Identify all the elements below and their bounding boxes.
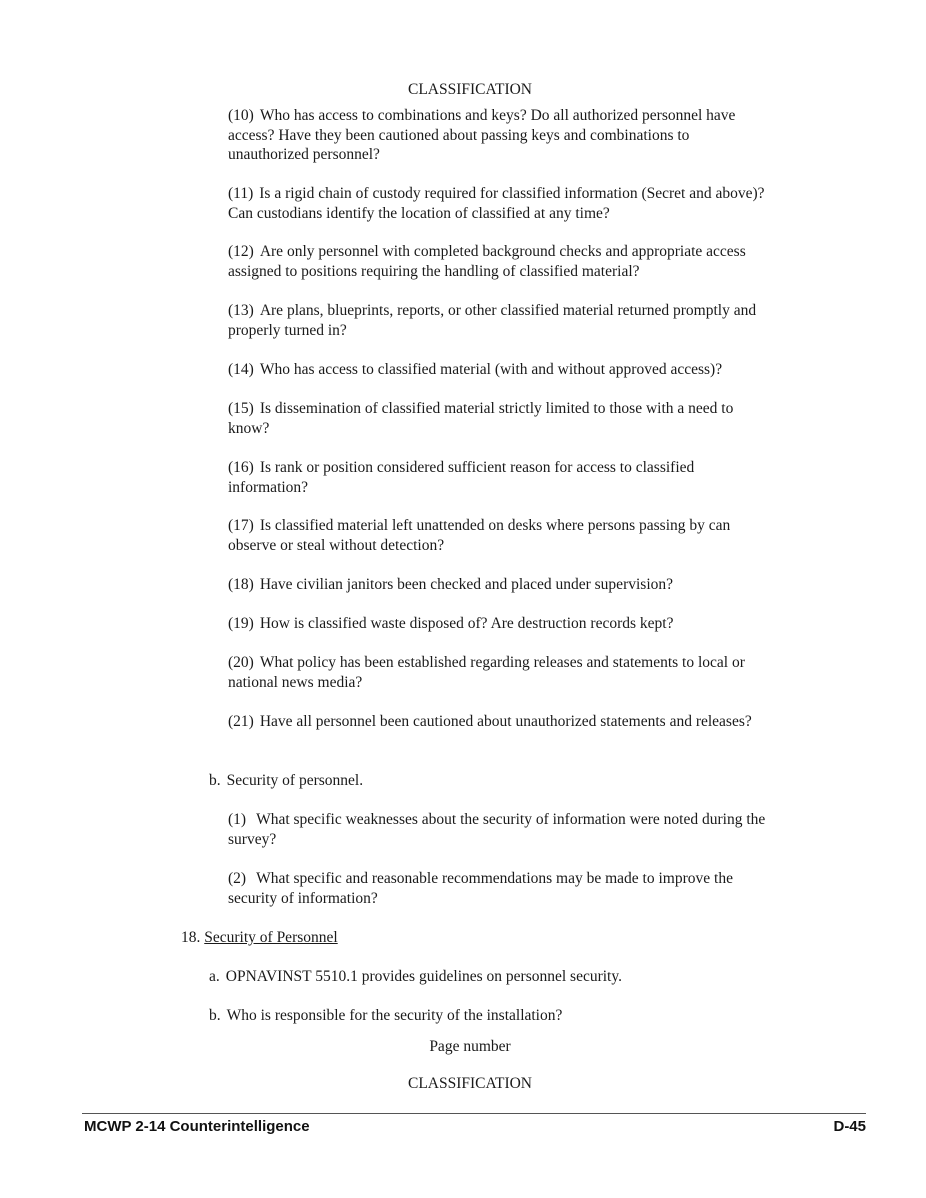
- question-number: (13): [228, 302, 254, 319]
- item-label: b.: [209, 1007, 221, 1024]
- item-text: Who is responsible for the security of the installation?: [226, 1007, 563, 1024]
- question-20: [228, 653, 768, 692]
- section-18-number: 18.: [181, 929, 201, 946]
- question-number: (21): [228, 713, 254, 730]
- question-text: Is dissemination of classified material strictly limited to those with a need to know?: [228, 400, 734, 437]
- question-number: (16): [228, 459, 254, 476]
- question-15: [228, 399, 768, 438]
- question-text: Have civilian janitors been checked and placed under supervision?: [259, 576, 673, 593]
- question-text: Are plans, blueprints, reports, or other classified material returned promptly and properly turned in?: [228, 302, 757, 339]
- item-text: What specific and reasonable recommendations may be made to improve the security of information?: [228, 870, 733, 907]
- footer-document-title: MCWP 2-14 Counterintelligence: [84, 1118, 310, 1135]
- question-text: Is classified material left unattended on desks where persons passing by can observe or steal without detection?: [228, 517, 731, 554]
- question-text: Are only personnel with completed background checks and appropriate access assigned to positions requiring the handling of classified material?: [228, 243, 746, 280]
- section-18-title: Security of Personnel: [204, 929, 338, 946]
- item-text: OPNAVINST 5510.1 provides guidelines on personnel security.: [225, 968, 622, 985]
- question-13: [228, 301, 768, 340]
- question-12: [228, 242, 768, 281]
- question-number: (12): [228, 243, 254, 260]
- question-19: [228, 614, 768, 634]
- header-classification: CLASSIFICATION: [407, 81, 532, 98]
- question-text: Who has access to combinations and keys? Do all authorized personnel have access? Have they been cautioned about passing keys and combinations to unauthorized personnel?: [228, 107, 736, 163]
- question-number: (20): [228, 654, 254, 671]
- question-number: (15): [228, 400, 254, 417]
- question-17: [228, 516, 768, 555]
- section-b-item-2: [228, 869, 768, 908]
- footer-page-id: D-45: [833, 1118, 866, 1135]
- question-number: (14): [228, 361, 254, 378]
- page-number-label: Page number: [429, 1038, 511, 1055]
- question-number: (19): [228, 615, 254, 632]
- section-b-heading: [209, 771, 769, 791]
- question-number: (17): [228, 517, 254, 534]
- section-b-label: b.: [209, 772, 221, 789]
- section-18-item-a: [209, 967, 769, 987]
- question-11: [228, 184, 768, 223]
- question-text: Is a rigid chain of custody required for classified information (Secret and above)? Can custodians identify the location of classified at any time?: [228, 185, 765, 222]
- question-10: [228, 106, 768, 165]
- question-number: (11): [228, 185, 254, 202]
- question-text: Is rank or position considered sufficient reason for access to classified information?: [228, 459, 695, 496]
- section-18-item-b: [209, 1006, 769, 1026]
- question-text: How is classified waste disposed of? Are destruction records kept?: [259, 615, 674, 632]
- question-16: [228, 458, 768, 497]
- bottom-classification: CLASSIFICATION: [407, 1075, 532, 1092]
- section-b-item-1: [228, 810, 768, 849]
- item-label: a.: [209, 968, 220, 985]
- item-text: What specific weaknesses about the security of information were noted during the survey?: [228, 811, 766, 848]
- question-text: Have all personnel been cautioned about unauthorized statements and releases?: [259, 713, 752, 730]
- question-number: (10): [228, 107, 254, 124]
- item-number: (2): [228, 870, 247, 887]
- question-number: (18): [228, 576, 254, 593]
- footer-divider: [82, 1113, 866, 1114]
- question-text: Who has access to classified material (with and without approved access)?: [259, 361, 723, 378]
- section-18-heading: [181, 928, 741, 948]
- question-text: What policy has been established regarding releases and statements to local or national news media?: [228, 654, 745, 691]
- question-14: [228, 360, 788, 380]
- item-number: (1): [228, 811, 247, 828]
- question-18: [228, 575, 768, 595]
- section-b-text: Security of personnel.: [226, 772, 364, 789]
- question-21: [228, 712, 768, 732]
